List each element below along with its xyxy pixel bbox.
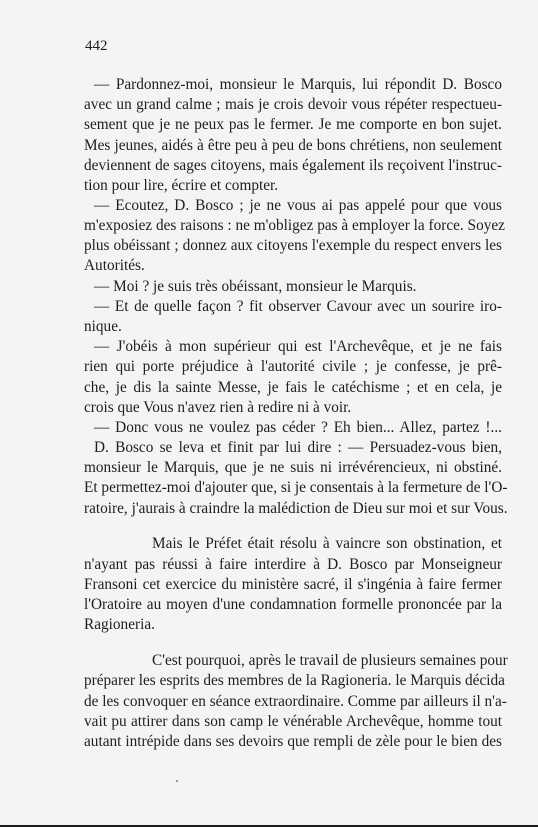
text-line: vait pu attirer dans son camp le vénérable Archevêque, homme tout — [84, 713, 502, 730]
text-line: Fransoni cet exercice du ministère sacré, il s'ingénia à faire fermer — [84, 576, 502, 593]
text-line: plus obéissant ; donnez aux citoyens l'exemple du respect envers les — [84, 237, 502, 254]
text-line: Mes jeunes, aidés à être peu à peu de bons chrétiens, non seulement — [84, 137, 502, 154]
text-line: Ragioneria. — [84, 616, 155, 633]
text-line: crois que Vous n'avez rien à redire ni à voir. — [84, 399, 352, 416]
text-line: avec un grand calme ; mais je crois devoir vous répéter respectueu- — [84, 96, 502, 113]
text-line: l'Oratoire au moyen d'une condamnation formelle prononcée par la — [84, 596, 502, 613]
text-line: n'ayant pas réussi à faire interdire à D. Bosco par Monseigneur — [84, 556, 502, 573]
text-line: deviennent de sages citoyens, mais également ils reçoivent l'instruc- — [84, 157, 502, 174]
text-line: de les convoquer en séance extraordinaire. Comme par ailleurs il n'a- — [84, 693, 507, 710]
text-line: autant intrépide dans ses devoirs que rempli de zèle pour le bien des — [84, 733, 502, 750]
text-line: sement que je ne peux pas le fermer. Je me comporte en bon sujet. — [84, 116, 502, 133]
scan-speck — [176, 780, 178, 782]
page-number: 442 — [85, 38, 108, 54]
text-line: monsieur le Marquis, que je ne suis ni irrévérencieux, ni obstiné. — [84, 459, 502, 476]
text-line: tion pour lire, écrire et compter. — [84, 177, 279, 194]
text-line: — Ecoutez, D. Bosco ; je ne vous ai pas appelé pour que vous — [94, 197, 502, 214]
text-line: m'exposiez des raisons : ne m'obligez pas à employer la force. Soyez — [84, 217, 505, 234]
text-line: — Moi ? je suis très obéissant, monsieur le Marquis. — [94, 278, 417, 295]
text-line: Autorités. — [84, 257, 145, 274]
text-line: che, je dis la sainte Messe, je fais le catéchisme ; et en cela, je — [84, 379, 502, 396]
text-line: nique. — [84, 318, 122, 335]
text-line: — J'obéis à mon supérieur qui est l'Archevêque, et je ne fais — [94, 338, 502, 355]
text-line: rien qui porte préjudice à l'autorité civile ; je confesse, je prê- — [84, 358, 502, 375]
text-line: ratoire, j'aurais à craindre la malédiction de Dieu sur moi et sur Vous. — [84, 500, 508, 517]
text-line: Mais le Préfet était résolu à vaincre son obstination, et — [152, 535, 502, 552]
text-line: Et permettez-moi d'ajouter que, si je consentais à la fermeture de l'O- — [84, 479, 508, 496]
text-line: D. Bosco se leva et finit par lui dire : — Persuadez-vous bien, — [94, 439, 502, 456]
text-line: — Donc vous ne voulez pas céder ? Eh bien... Allez, partez !... — [94, 419, 502, 436]
text-line: C'est pourquoi, après le travail de plusieurs semaines pour — [152, 652, 508, 669]
text-line: — Pardonnez-moi, monsieur le Marquis, lui répondit D. Bosco — [94, 76, 502, 93]
text-line: — Et de quelle façon ? fit observer Cavour avec un sourire iro- — [94, 298, 502, 315]
text-line: préparer les esprits des membres de la Ragioneria. le Marquis décida — [84, 672, 505, 689]
